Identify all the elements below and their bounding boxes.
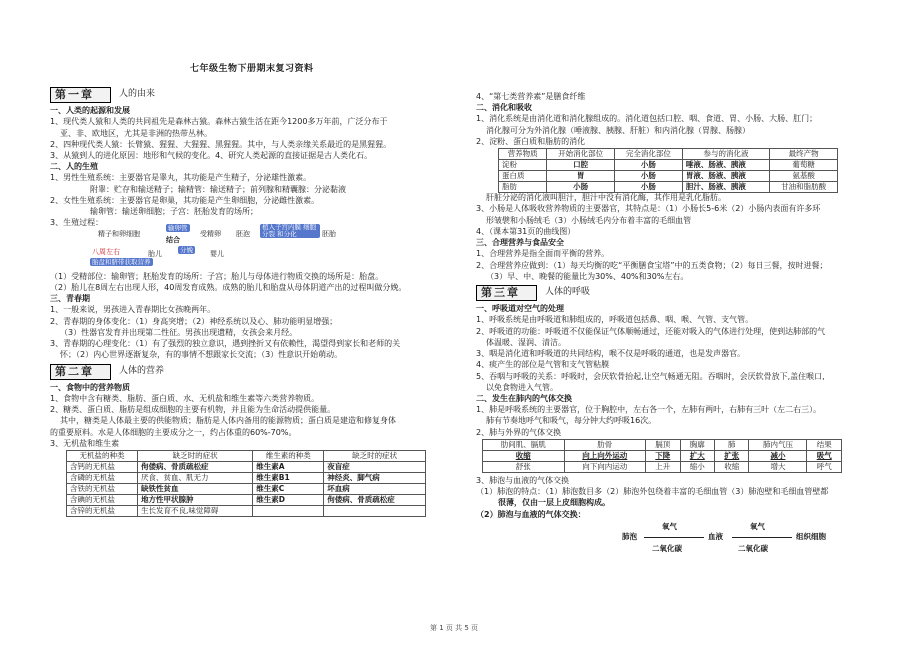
table-row [499, 182, 838, 193]
table-cell: 含铁的无机盐 [67, 484, 138, 495]
chapter-name: 人的由来 [119, 89, 156, 100]
placenta-pill: 胎盘和脐带获取营养 [92, 257, 151, 266]
table-header-cell: 参与的消化液 [682, 149, 769, 160]
text-line: （2）胎儿在8周左右出现人形，40周发育成熟。成熟的胎儿和胎盘从母体阴道产出的过程叫做分娩。 [50, 282, 407, 292]
chapter-label: 第三章 [476, 285, 537, 301]
table-cell: 坏血病 [324, 484, 426, 495]
implantation-pill: 植入子宫内膜 细胞分裂 和分化 [260, 224, 320, 238]
text-line: 2、淀粉、蛋白质和脂肪的消化 [476, 136, 586, 146]
text-line: 附睾：贮存和输送精子；输精管：输送精子；前列腺和精囊腺：分泌黏液 [90, 184, 346, 194]
gas-exchange-diagram [476, 522, 886, 556]
text-line: 2、呼吸道的功能：呼吸道不仅能保证气体顺畅通过，还能对吸入的气体进行处理，使到达肺部的气 [476, 326, 826, 336]
table-cell: 向上向外运动 [564, 450, 646, 461]
table-cell [324, 506, 426, 517]
table-cell: 神经炎、脚气病 [324, 473, 426, 484]
table-cell: 吸气 [807, 450, 842, 461]
blood-label: 血液 [708, 531, 723, 541]
table-cell: 呼气 [807, 461, 842, 472]
section-heading: 二、发生在肺内的气体交换 [476, 394, 572, 403]
table-cell: 厌食、贫血、肌无力 [138, 473, 253, 484]
table-row [499, 171, 838, 182]
text-line: 5、吞咽与呼吸的关系：呼吸时，会厌软骨抬起,让空气畅通无阻。吞咽时，会厌软骨放下,盖住喉口, [476, 371, 825, 381]
text-line: 以免食物进入气管。 [486, 382, 558, 392]
table-header-cell: 营养物质 [499, 149, 547, 160]
table-cell: 含锌的无机盐 [67, 506, 138, 517]
chapter-label: 第二章 [50, 364, 111, 380]
text-line: 4、“第七类营养素”是膳食纤维 [476, 92, 586, 101]
table-header-cell: 肋间肌、膈肌 [483, 439, 565, 450]
table-header-row [499, 149, 838, 160]
table-row [67, 484, 426, 495]
table-cell: 舒张 [483, 461, 565, 472]
text-line: （2）肺泡与血液的气体交换： [476, 509, 586, 519]
table-row [67, 495, 426, 506]
table-cell [253, 506, 324, 517]
section-heading: 一、食物中的营养物质 [50, 382, 130, 392]
text-line: 1、呼吸系统是由呼吸道和肺组成的，呼吸道包括鼻、咽、喉、气管、支气管。 [476, 315, 754, 325]
table-cell: 甘油和脂肪酸 [770, 182, 838, 193]
text-line: 4、（课本第31页的曲线图） [476, 226, 576, 236]
table-cell: 维生素B1 [253, 473, 324, 484]
table-cell: 淀粉 [499, 160, 547, 171]
co2-label: 二氧化碳 [738, 543, 768, 553]
table-cell: 向下向内运动 [564, 461, 646, 472]
table-cell: 胃液、肠液、胰液 [682, 171, 769, 182]
fertilization-label: 结合 [166, 235, 180, 244]
minerals-vitamins-table [66, 450, 426, 517]
table-header-cell: 缺乏时的症状 [138, 451, 253, 462]
table-cell: 维生素D [253, 495, 324, 506]
table-cell: 小肠 [615, 182, 683, 193]
blastocyst-label: 胚泡 [236, 229, 250, 238]
breathing-table [482, 439, 842, 473]
text-line: （3）早、中、晚餐的能量比为30%、40%和30%左右。 [486, 271, 689, 281]
table-cell: 收缩 [483, 450, 565, 461]
chapter-name: 人体的营养 [119, 365, 165, 376]
text-line: 3、肺泡与血液的气体交换 [476, 475, 570, 485]
left-column [50, 84, 470, 517]
co2-label: 二氧化碳 [652, 543, 682, 553]
text-line: 1、肺是呼吸系统的主要器官，位于胸腔中，左右各一个，左肺有两叶，右肺有三叶（左二右三）。 [476, 405, 822, 415]
text-line: 1、合理营养是指全面而平衡的营养。 [476, 249, 610, 259]
text-line: 1、现代类人猿和人类的共同祖先是森林古猿。森林古猿生活在距今1200多万年前，广泛分布于 [50, 117, 388, 127]
text-line: 3、小肠是人体吸收营养物质的主要器官，其特点是：（1）小肠长5-6米（2）小肠内表面有许多环 [476, 204, 821, 214]
table-row [67, 506, 426, 517]
table-cell: 蛋白质 [499, 171, 547, 182]
text-line: 4、痰产生的部位是气管和支气管粘膜 [476, 360, 610, 370]
table-cell: 缺铁性贫血 [138, 484, 253, 495]
weeks-label: 八周左右 [92, 247, 120, 256]
section-heading: 三、合理营养与食品安全 [476, 238, 564, 248]
text-line: 1、消化系统是由消化道和消化腺组成的。消化道包括口腔、咽、食道、胃、小肠、大肠、肛门； [476, 114, 818, 124]
text-line: 1、男性生殖系统：主要器官是睾丸，其功能是产生精子，分泌雄性激素。 [50, 173, 312, 183]
table-cell: 夜盲症 [324, 462, 426, 473]
arrow [644, 537, 704, 539]
table-cell: 扩大 [680, 450, 714, 461]
text-line: 其中，糖类是人体最主要的供能物质；脂肪是人体内备用的能源物质；蛋白质是建造和修复身体 [60, 416, 396, 426]
section-heading: 三、青春期 [50, 294, 90, 304]
table-cell: 佝偻病、骨质疏松症 [324, 495, 426, 506]
table-cell: 含磷的无机盐 [67, 473, 138, 484]
table-cell: 含钙的无机盐 [67, 462, 138, 473]
table-cell: 收缩 [715, 461, 749, 472]
text-line: 2、肺与外界的气体交换 [476, 427, 562, 437]
arrow [732, 537, 792, 539]
delivery-pill: 分娩 [180, 245, 193, 254]
section-heading: 一、人类的起源和发展 [50, 106, 130, 116]
text-line: 2、合理营养应做到：（1）每天均衡的吃“平衡膳食宝塔”中的五类食物；（2）每日三餐，按时进餐； [476, 260, 828, 270]
table-cell: 维生素A [253, 462, 324, 473]
table-header-row [67, 451, 426, 462]
table-cell: 胃 [547, 171, 615, 182]
text-line: 输卵管：输送卵细胞；子宫：胚胎发育的场所； [90, 207, 258, 217]
table-header-cell: 膈顶 [646, 439, 680, 450]
table-cell: 扩张 [715, 450, 749, 461]
table-header-cell: 缺乏时的症状 [324, 451, 426, 462]
table-header-cell: 结果 [807, 439, 842, 450]
text-line: 3、从猿到人的进化原因：地形和气候的变化。4、研究人类起源的直接证据是古人类化石。 [50, 151, 373, 161]
chapter-1-heading [50, 87, 470, 103]
table-row [67, 473, 426, 484]
right-column [476, 92, 886, 556]
table-header-cell: 维生素的种类 [253, 451, 324, 462]
text-line: 亚、非、欧地区，尤其是非洲的热带丛林。 [60, 128, 212, 138]
table-header-cell: 完全消化部位 [615, 149, 683, 160]
page-title: 七年级生物下册期末复习资料 [190, 64, 314, 74]
table-cell: 唾液、肠液、胰液 [682, 160, 769, 171]
text-line: 1、一般来说，男孩进入青春期比女孩晚两年。 [50, 305, 216, 315]
oxygen-label: 氧气 [662, 521, 677, 531]
text-line: 1、食物中含有糖类、脂肪、蛋白质、水、无机盐和维生素等六类营养物质。 [50, 393, 320, 403]
table-row [499, 160, 838, 171]
oviduct-pill: 输卵管 [168, 223, 188, 232]
page-footer: 第 1 页 共 5 页 [430, 624, 479, 632]
text-line: 体温暖、湿润、清洁。 [486, 337, 566, 347]
alveoli-label: 肺泡 [622, 531, 637, 541]
digestion-table [498, 148, 838, 193]
table-cell: 减小 [749, 450, 807, 461]
tissue-cell-label: 组织细胞 [796, 531, 826, 541]
oxygen-label: 氧气 [750, 521, 765, 531]
table-cell: 佝偻病、骨质疏松症 [138, 462, 253, 473]
table-header-row [483, 439, 842, 450]
table-header-cell: 肋骨 [564, 439, 646, 450]
sperm-egg-label: 精子和卵细胞 [98, 229, 140, 238]
text-line: 2、女性生殖系统：主要器官是卵巢，其功能是产生卵细胞，分泌雌性激素。 [50, 195, 320, 205]
table-cell: 增大 [749, 461, 807, 472]
section-heading: 二、消化和吸收 [476, 103, 532, 113]
text-line: 2、青春期的身体变化：（1）身高突增；（2）神经系统以及心、肺功能明显增强； [50, 316, 338, 326]
text-line: 3、生殖过程： [50, 218, 104, 228]
zygote-label: 受精卵 [200, 229, 221, 238]
table-header-cell: 开始消化部位 [547, 149, 615, 160]
text-line: 怀；（2）内心世界逐渐复杂，有的事情不想跟家长交流；（3）性意识开始萌动。 [60, 350, 343, 360]
table-cell: 小肠 [615, 160, 683, 171]
section-heading: 一、呼吸道对空气的处理 [476, 304, 564, 314]
text-line: （3）性器官发育并出现第二性征。男孩出现遗精，女孩会来月经。 [60, 327, 298, 337]
text-line: 2、四种现代类人猿：长臂猿、猩猩、大猩猩、黑猩猩。其中，与人类亲缘关系最近的是黑猩猩。 [50, 139, 392, 149]
text-line: 3、咽是消化道和呼吸道的共同结构，喉不仅是呼吸的通道，也是发声器官。 [476, 349, 746, 359]
table-cell: 维生素C [253, 484, 324, 495]
text-line: （1）肺泡的特点：（1）肺泡数目多（2）肺泡外包绕着丰富的毛细血管（3）肺泡壁和毛细血管壁都 [476, 487, 829, 497]
text-line: 的重要原料。水是人体细胞的主要成分之一，约占体重的60%-70%。 [50, 427, 297, 437]
table-cell: 小肠 [615, 171, 683, 182]
table-cell: 缩小 [680, 461, 714, 472]
text-line: 2、糖类、蛋白质、脂肪是组成细胞的主要有机物，并且能为生命活动提供能量。 [50, 405, 336, 415]
text-line: 3、青春期的心理变化：（1）有了强烈的独立意识，遇到挫折又有依赖性，渴望得到家长和老师的关 [50, 339, 401, 349]
text-line: 很薄，仅由一层上皮细胞构成。 [498, 498, 610, 508]
text-line: 消化腺可分为外消化腺（唾液腺、胰腺、肝脏）和内消化腺（胃腺、肠腺） [486, 125, 750, 135]
table-row [67, 462, 426, 473]
table-header-cell: 肺内气压 [749, 439, 807, 450]
table-cell: 含碘的无机盐 [67, 495, 138, 506]
table-cell: 下降 [646, 450, 680, 461]
table-cell: 氨基酸 [770, 171, 838, 182]
table-cell: 上升 [646, 461, 680, 472]
chapter-3-heading [476, 285, 886, 301]
table-cell: 小肠 [547, 182, 615, 193]
table-header-cell: 无机盐的种类 [67, 451, 138, 462]
fetus-label: 胎儿 [148, 249, 162, 258]
chapter-label: 第一章 [50, 87, 111, 103]
table-cell: 葡萄糖 [770, 160, 838, 171]
text-line: 3、无机盐和维生素 [50, 438, 120, 448]
text-line: （1）受精部位：输卵管；胚胎发育的场所：子宫；胎儿与母体进行物质交换的场所是：胎盘。 [50, 271, 384, 281]
section-heading: 二、人的生殖 [50, 162, 98, 172]
table-cell: 脂肪 [499, 182, 547, 193]
baby-label: 婴儿 [210, 249, 224, 258]
text-line: 形皱襞和小肠绒毛（3）小肠绒毛内分布着丰富的毛细血管 [486, 215, 692, 225]
table-header-cell: 肺 [715, 439, 749, 450]
table-row [483, 450, 842, 461]
table-header-cell: 胸廓 [680, 439, 714, 450]
table-cell: 生长发育不良,味觉障碍 [138, 506, 253, 517]
chapter-name: 人体的呼吸 [545, 287, 591, 298]
embryo-label: 胚胎 [322, 229, 336, 238]
text-line: 肺有节奏地呼气和吸气，每分钟大约呼吸16次。 [486, 416, 657, 426]
table-header-cell: 最终产物 [770, 149, 838, 160]
table-row [483, 461, 842, 472]
chapter-2-heading [50, 364, 470, 380]
table-cell: 口腔 [547, 160, 615, 171]
table-cell: 胆汁、肠液、胰液 [682, 182, 769, 193]
table-cell: 地方性甲状腺肿 [138, 495, 253, 506]
text-line: 肝脏分泌的消化液叫胆汁，胆汁中没有消化酶，其作用是乳化脂肪。 [486, 193, 726, 203]
